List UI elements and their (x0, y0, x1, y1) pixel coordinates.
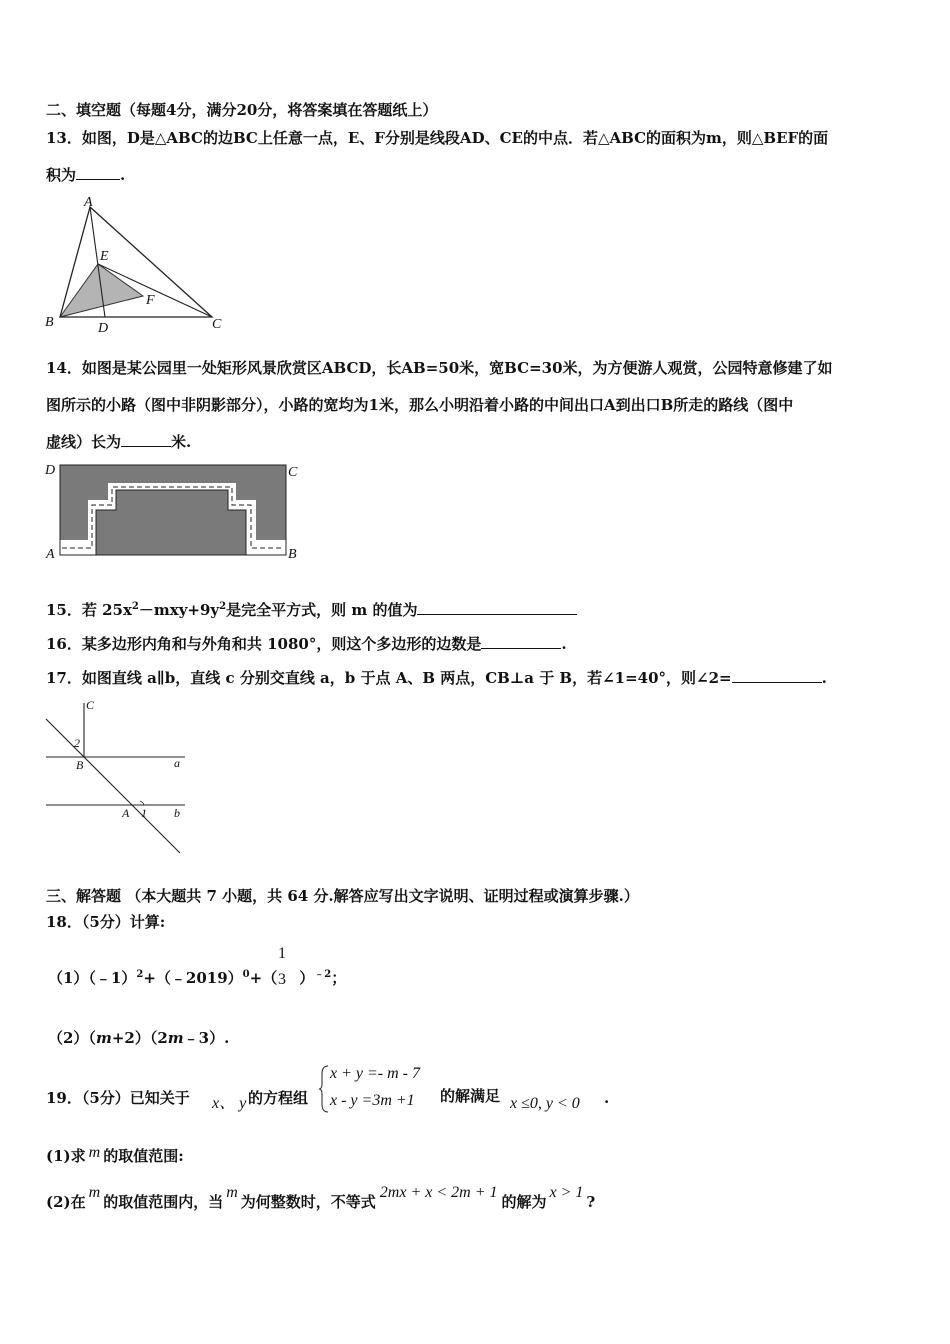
q15-text (46, 600, 577, 620)
q19-prefix: 19．（5分）已知关于 (46, 1089, 190, 1107)
q17-label-c: C (86, 698, 95, 712)
q18-p1-a: （1）（﹣1） (48, 969, 137, 987)
q17-line-c (46, 719, 180, 853)
q19-suffix: 的解满足 (440, 1087, 501, 1105)
section-3-heading: 三、解答题 （本大题共 7 小题，共 64 分.解答应写出文字说明、证明过程或演算步骤.） (46, 887, 639, 905)
q15-prefix: 15．若 25x (46, 601, 132, 619)
q19-part1 (46, 1146, 184, 1167)
q19-eq1: x + y =- m - 7 (330, 1065, 421, 1082)
q19-inequality: 2mx + x < 2m + 1 (379, 1184, 498, 1201)
q13-prefix: 积为 (46, 166, 77, 184)
q17-answer-blank[interactable] (732, 668, 822, 683)
q19-p2-b: 的取值范围内，当 (103, 1193, 224, 1211)
q16-text (46, 634, 567, 654)
q14-label-c: C (288, 465, 298, 480)
q18-p1-sup1: 2 (136, 969, 144, 980)
q14-answer-blank[interactable] (121, 432, 171, 447)
q17-question: 17．如图直线 a∥b，直线 c 分别交直线 a，b 于点 A、B 两点，CB⊥a 于 B，若∠1=40°，则∠2= (46, 669, 732, 687)
q18-fraction-denominator: 3 (278, 971, 286, 988)
q17-label-b-point: B (76, 758, 84, 772)
q14-text-line3 (46, 432, 191, 452)
q18-p1-d: ） (299, 969, 315, 987)
q13-answer-blank[interactable] (76, 165, 120, 180)
q14-prefix: 虚线）长为 (46, 433, 122, 451)
q16-question: 16．某多边形内角和与外角和共 1080°，则这个多边形的边数是 (46, 635, 482, 653)
q18-p1-e: ； (331, 969, 347, 987)
q13-label-a: A (84, 195, 93, 210)
q18-p1-c: +（ (249, 969, 278, 987)
q18-p2-b: +2）（2 (111, 1029, 168, 1047)
q16-answer-blank[interactable] (481, 634, 561, 649)
q15-sup1: 2 (131, 601, 139, 612)
q19-mid: 的方程组 (248, 1089, 309, 1107)
q15-sup2: 2 (219, 601, 227, 612)
q19-p2-a: (2)在 (46, 1193, 86, 1211)
q13-text-line1: 13．如图，D是△ABC的边BC上任意一点，E、F分别是线段AD、CE的中点．若△ABC的面积为m，则△BEF的面 (46, 129, 829, 147)
q19-p1-m: m (88, 1144, 101, 1161)
q18-fraction-numerator: 1 (278, 945, 286, 962)
q19-eq2: x - y =3m +1 (330, 1092, 415, 1109)
q18-p2-m2: m (167, 1029, 184, 1047)
q13-suffix: . (120, 166, 126, 184)
q13-label-d: D (98, 321, 109, 332)
q18-p2-m1: m (95, 1029, 112, 1047)
q17-label-2: 2 (74, 736, 80, 750)
q13-label-f: F (146, 293, 155, 308)
q13-triangle-figure (40, 192, 240, 332)
q14-label-a: A (46, 547, 55, 560)
q17-label-b-line: b (174, 806, 180, 820)
q16-suffix: . (561, 635, 567, 653)
q19-part2 (46, 1184, 596, 1213)
q14-suffix: 米. (171, 433, 192, 451)
q19-p1-a: (1)求 (46, 1147, 86, 1165)
q13-label-e: E (100, 249, 109, 264)
q18-p2-a: （2）（ (48, 1029, 96, 1047)
q17-angle-1-arc (140, 801, 144, 805)
q19-p2-d: 的解为 (501, 1193, 547, 1211)
q18-p1-sup3: ﹣2 (314, 969, 332, 980)
q18-title: 18．（5分）计算: (46, 913, 166, 931)
q17-suffix: . (821, 669, 827, 687)
q19-p1-b: 的取值范围: (103, 1147, 184, 1165)
q19-p2-m1: m (88, 1184, 101, 1201)
q15-answer-blank[interactable] (417, 600, 577, 615)
q14-inner-shaded (96, 490, 246, 555)
q17-text (46, 668, 827, 688)
q19-p2-e: ? (586, 1193, 596, 1211)
q13-label-c: C (212, 317, 222, 332)
q19-p2-c: 为何整数时，不等式 (240, 1193, 376, 1211)
q15-suffix: 是完全平方式，则 m 的值为 (226, 601, 418, 619)
q13-label-b: B (45, 315, 54, 330)
q18-p2-c: ﹣3）. (183, 1029, 230, 1047)
q18-p1-b: +（﹣2019） (143, 969, 243, 987)
section-2-heading: 二、填空题（每题4分，满分20分，将答案填在答题纸上） (46, 101, 438, 119)
q19-brace (318, 1064, 330, 1114)
q17-label-a-line: a (174, 756, 180, 770)
q14-label-d: D (45, 463, 56, 478)
q19-solution: x > 1 (549, 1184, 584, 1201)
q14-text-line1: 14．如图是某公园里一处矩形风景欣赏区ABCD，长AB=50米，宽BC=30米，为方便游人观赏，公园特意修建了如 (46, 359, 833, 377)
q19-condition: x ≤0, y < 0 (510, 1095, 580, 1112)
q18-p1-sup2: 0 (242, 969, 250, 980)
q15-mid: －mxy+9y (138, 601, 220, 619)
q19-vars: x、 y (212, 1095, 247, 1112)
q14-park-figure (40, 460, 310, 560)
q19-p2-m2: m (226, 1184, 238, 1201)
q18-part2 (48, 1028, 229, 1048)
q18-part1 (48, 968, 346, 988)
q19-dot: · (604, 1093, 610, 1111)
q14-label-b: B (288, 547, 297, 560)
q17-parallel-lines-figure (40, 695, 200, 860)
q13-text-line2 (46, 165, 125, 185)
q17-label-1: 1 (141, 806, 147, 820)
q14-text-line2: 图所示的小路（图中非阴影部分），小路的宽均为1米，那么小明沿着小路的中间出口A到出口B所走的路线（图中 (46, 396, 794, 414)
q17-label-a-point: A (122, 806, 130, 820)
